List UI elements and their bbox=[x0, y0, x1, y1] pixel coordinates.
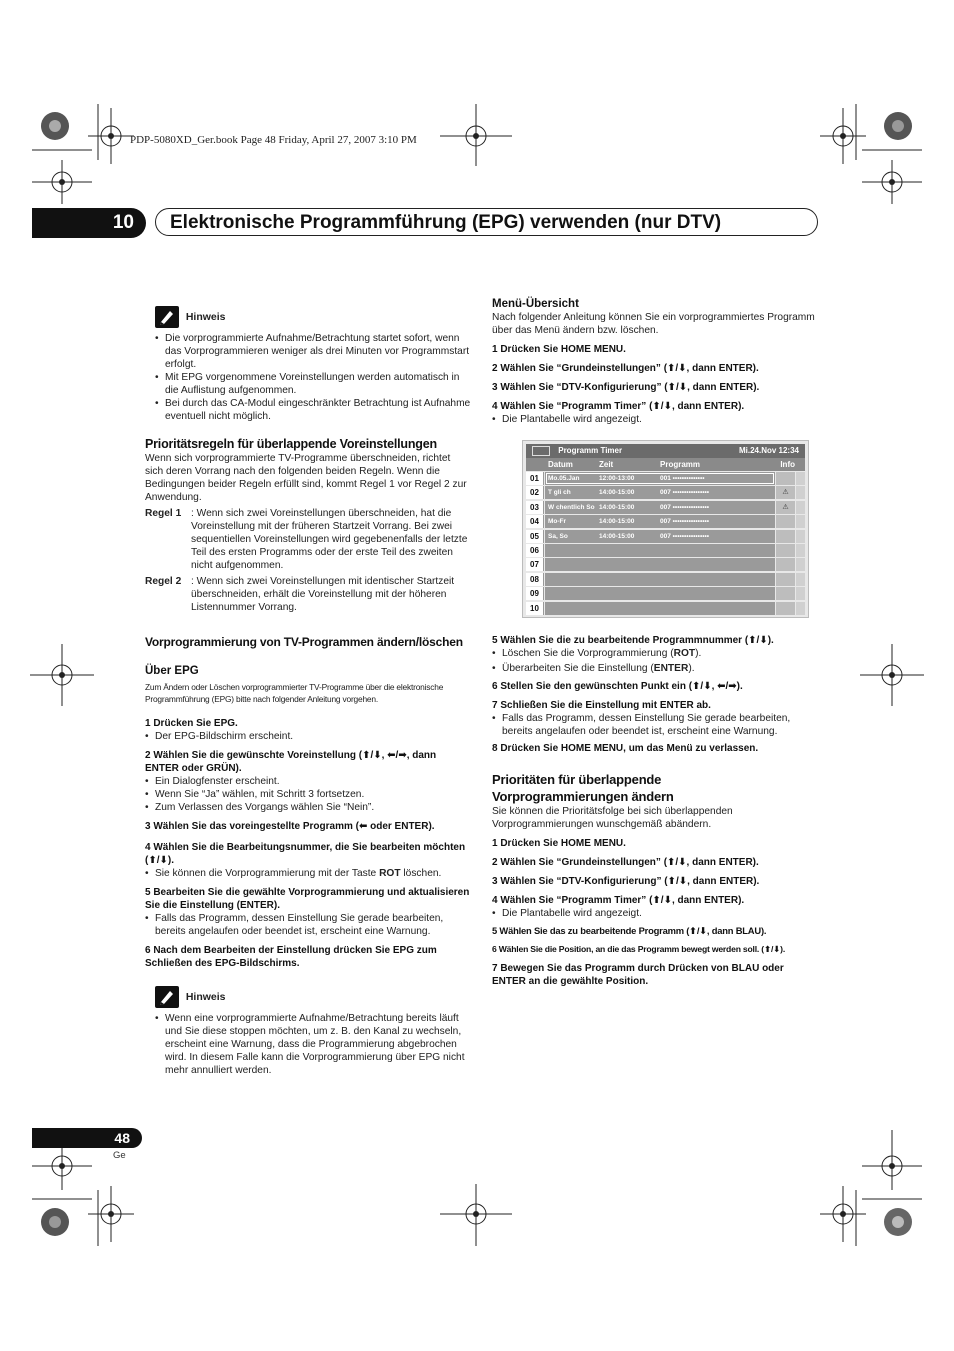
page-language: Ge bbox=[113, 1150, 126, 1161]
epg-row-info bbox=[776, 530, 795, 543]
epg-row-number: 07 bbox=[526, 558, 544, 571]
epg-row-number: 10 bbox=[526, 602, 544, 615]
menu-step-3: 3 Wählen Sie “DTV-Konfigurierung” (⬆/⬇, dann ENTER). bbox=[492, 382, 760, 393]
menu-step-5: 5 Wählen Sie die zu bearbeitende Programmnummer (⬆/⬇). bbox=[492, 635, 774, 646]
section-priorities-title-line-2: Vorprogrammierungen ändern bbox=[492, 789, 674, 804]
epg-row[interactable] bbox=[526, 501, 805, 514]
epg-col-info: Info bbox=[780, 460, 795, 469]
rule-1-label: Regel 1 bbox=[145, 508, 182, 519]
epg-row[interactable] bbox=[526, 472, 805, 485]
left-column bbox=[145, 306, 471, 1077]
epg-row[interactable] bbox=[526, 587, 805, 600]
epg-row-number: 05 bbox=[526, 530, 544, 543]
epg-row-info bbox=[776, 602, 795, 615]
rule-2-text: : Wenn sich zwei Voreinstellungen mit identischer Startzeit überschneiden, erhält die Voreinstellung mit der höheren Listennummer Vorrang. bbox=[191, 576, 455, 613]
epg-row-programm: 007 •••••••••••••••• bbox=[660, 518, 710, 526]
note-1 bbox=[155, 306, 471, 423]
menu-step-5-bullet-2-post: ). bbox=[688, 663, 695, 674]
epg-row[interactable] bbox=[526, 486, 805, 499]
section-edit-title: Vorprogrammierung von TV-Programmen ändern/löschen bbox=[145, 635, 463, 649]
epg-column-header bbox=[526, 458, 805, 471]
epg-row-zeit: 14:00-15:00 bbox=[599, 503, 635, 511]
epg-scrollbar-segment bbox=[796, 587, 805, 600]
epg-row-zeit: 14:00-15:00 bbox=[599, 518, 635, 526]
right-column-bottom bbox=[492, 634, 820, 988]
epg-row-info bbox=[776, 544, 795, 557]
rule-1 bbox=[145, 507, 471, 572]
epg-row-datum: Sa, So bbox=[548, 532, 568, 540]
menu-step-5-bullet-2 bbox=[492, 662, 820, 675]
epg-row[interactable] bbox=[526, 530, 805, 543]
epg-step-5: 5 Bearbeiten Sie die gewählte Vorprogrammierung und aktualisieren Sie die Einstellung (ENTER). bbox=[145, 887, 470, 911]
epg-step-3: 3 Wählen Sie das voreingestellte Programm (⬅ oder ENTER). bbox=[145, 821, 435, 832]
note-pencil-icon bbox=[155, 306, 179, 328]
epg-scrollbar-segment bbox=[796, 530, 805, 543]
note-2 bbox=[155, 986, 471, 1077]
epg-row-info bbox=[776, 573, 795, 586]
rule-2 bbox=[145, 575, 471, 614]
epg-row-programm: 007 •••••••••••••••• bbox=[660, 532, 710, 540]
prio-step-4-bullet: • Die Plantabelle wird angezeigt. bbox=[492, 907, 820, 920]
epg-step-1-bullet: • Der EPG-Bildschirm erscheint. bbox=[145, 730, 471, 743]
warning-icon: ⚠ bbox=[782, 489, 789, 497]
epg-row-body bbox=[545, 602, 775, 615]
epg-scrollbar-segment bbox=[796, 544, 805, 557]
epg-row-info bbox=[776, 501, 795, 514]
epg-scrollbar-segment bbox=[796, 558, 805, 571]
section-priority-rules-title: Prioritätsregeln für überlappende Voreinstellungen bbox=[145, 437, 437, 451]
prio-step-5: 5 Wählen Sie das zu bearbeitende Programm (⬆/⬇, dann BLAU). bbox=[492, 925, 767, 936]
prio-step-4: 4 Wählen Sie “Programm Timer” (⬆/⬇, dann ENTER). bbox=[492, 895, 745, 906]
epg-row-programm: 001 •••••••••••••• bbox=[660, 475, 705, 482]
epg-row-zeit: 14:00-15:00 bbox=[599, 489, 635, 497]
epg-step-2-bullet-2: • Wenn Sie “Ja” wählen, mit Schritt 3 fortsetzen. bbox=[145, 788, 471, 801]
epg-scrollbar-segment bbox=[796, 501, 805, 514]
menu-step-5-bullet-1-post: ). bbox=[695, 648, 702, 659]
epg-step-5-bullet: • Falls das Programm, dessen Einstellung Sie gerade bearbeiten, bereits angelaufen oder beendet ist, erscheint eine Warnung. bbox=[145, 912, 471, 938]
epg-row-body bbox=[545, 587, 775, 600]
menu-step-4: 4 Wählen Sie “Programm Timer” (⬆/⬇, dann ENTER). bbox=[492, 401, 745, 412]
menu-step-5-bullet-2-key: ENTER bbox=[653, 663, 689, 674]
chapter-number: 10 bbox=[32, 208, 146, 238]
epg-scrollbar-segment bbox=[796, 486, 805, 499]
menu-overview-title: Menü-Übersicht bbox=[492, 298, 579, 310]
section-edit-intro: Zum Ändern oder Löschen vorprogrammierter TV-Programme über die elektronische Programmführung (EPG) bitte nach folgender Anleitung vorgehen. bbox=[145, 682, 444, 704]
prio-step-6: 6 Wählen Sie die Position, an die das Programm bewegt werden soll. (⬆/⬇). bbox=[492, 944, 786, 954]
menu-step-1: 1 Drücken Sie HOME MENU. bbox=[492, 344, 626, 355]
epg-row-info bbox=[776, 587, 795, 600]
epg-scrollbar-segment bbox=[796, 602, 805, 615]
epg-date: Mi.24.Nov 12:34 bbox=[738, 446, 799, 455]
epg-col-programm: Programm bbox=[660, 460, 701, 469]
epg-row-body bbox=[545, 472, 775, 485]
epg-row-datum: W chentlich So bbox=[548, 503, 595, 511]
menu-step-2: 2 Wählen Sie “Grundeinstellungen” (⬆/⬇, dann ENTER). bbox=[492, 363, 759, 374]
epg-row-body bbox=[545, 573, 775, 586]
epg-step-2-bullet-3: • Zum Verlassen des Vorgangs wählen Sie “Nein”. bbox=[145, 801, 471, 814]
menu-step-5-bullet-1-key: ROT bbox=[673, 648, 696, 659]
page-number: 48 bbox=[32, 1128, 142, 1148]
epg-step-2: 2 Wählen Sie die gewünschte Voreinstellung (⬆/⬇, ⬅/➡, dann ENTER oder GRÜN). bbox=[145, 750, 437, 774]
epg-row-body bbox=[545, 486, 775, 499]
epg-row-datum: Mo-Fr bbox=[548, 518, 567, 526]
epg-row-info bbox=[776, 486, 795, 499]
epg-row-number: 03 bbox=[526, 501, 544, 514]
epg-row[interactable] bbox=[526, 558, 805, 571]
epg-row-number: 06 bbox=[526, 544, 544, 557]
menu-step-8: 8 Drücken Sie HOME MENU, um das Menü zu verlassen. bbox=[492, 743, 759, 754]
epg-row-body bbox=[545, 544, 775, 557]
epg-row[interactable] bbox=[526, 573, 805, 586]
programm-timer-screen bbox=[522, 440, 809, 618]
epg-scrollbar-segment bbox=[796, 472, 805, 485]
note-1-bullet-2: • Mit EPG vorgenommene Voreinstellungen werden automatisch in die Auflistung aufgenommen. bbox=[155, 371, 471, 397]
epg-title: Programm Timer bbox=[558, 446, 623, 455]
epg-row-zeit: 14:00-15:00 bbox=[599, 532, 635, 540]
epg-step-4-bullet-pre: Sie können die Vorprogrammierung mit der Taste bbox=[155, 868, 380, 879]
epg-row-number: 04 bbox=[526, 515, 544, 528]
epg-row-number: 08 bbox=[526, 573, 544, 586]
epg-step-4-bullet-key: ROT bbox=[379, 868, 401, 879]
prio-step-7: 7 Bewegen Sie das Programm durch Drücken von BLAU oder ENTER an die gewählte Position. bbox=[492, 963, 784, 987]
epg-scrollbar-segment bbox=[796, 515, 805, 528]
epg-step-4: 4 Wählen Sie die Bearbeitungsnummer, die Sie bearbeiten möchten (⬆/⬇). bbox=[145, 842, 466, 866]
rule-1-text: : Wenn sich zwei Voreinstellungen überschneiden, hat die Voreinstellung mit der früheren Startzeit Vorrang. Bei zwei sequentiellen Voreinstellungen wird gegebenenfalls der letzte Teil des ersten Programms oder der erste Teil des zweiten nicht aufgenommen. bbox=[191, 508, 468, 571]
epg-row-info bbox=[776, 472, 795, 485]
menu-overview-intro: Nach folgender Anleitung können Sie ein vorprogrammiertes Programm über das Menü ändern bzw. löschen. bbox=[492, 312, 815, 336]
epg-row-programm: 007 •••••••••••••••• bbox=[660, 503, 710, 511]
chapter-title: Elektronische Programmführung (EPG) verwenden (nur DTV) bbox=[155, 208, 818, 236]
epg-row-body bbox=[545, 501, 775, 514]
note-pencil-icon bbox=[155, 986, 179, 1008]
menu-step-4-bullet: • Die Plantabelle wird angezeigt. bbox=[492, 413, 820, 426]
menu-step-6: 6 Stellen Sie den gewünschten Punkt ein (⬆/⬇, ⬅/➡). bbox=[492, 681, 743, 692]
epg-step-2-bullet-1: • Ein Dialogfenster erscheint. bbox=[145, 775, 471, 788]
tv-icon bbox=[532, 446, 550, 456]
epg-row[interactable] bbox=[526, 515, 805, 528]
warning-icon: ⚠ bbox=[782, 503, 789, 511]
note-2-bullet: • Wenn eine vorprogrammierte Aufnahme/Betrachtung bereits läuft und Sie diese stoppen möchten, um z. B. den Kanal zu wechseln, erscheint eine Warnung, dass die Programmierung abgebrochen wird. In diesem Falle kann die Vorprogrammierung über EPG nicht mehr annulliert werden. bbox=[155, 1012, 471, 1077]
note-1-bullet-3: • Bei durch das CA-Modul eingeschränkter Betrachtung ist Aufnahme eventuell nicht möglich. bbox=[155, 397, 471, 423]
prio-step-3: 3 Wählen Sie “DTV-Konfigurierung” (⬆/⬇, dann ENTER). bbox=[492, 876, 760, 887]
section-priorities-title-line-1: Prioritäten für überlappende bbox=[492, 772, 662, 787]
section-priority-rules-intro: Wenn sich vorprogrammierte TV-Programme überschneiden, richtet sich deren Vorrang nach den folgenden beiden Regeln. Wenn die Bedingungen beider Regeln erfüllt sind, kommt Regel 1 vor Regel 2 zur Anwendung. bbox=[145, 453, 467, 503]
menu-step-5-bullet-1 bbox=[492, 647, 820, 660]
epg-row-datum: Mo.05.Jan bbox=[548, 475, 580, 482]
epg-row-body bbox=[545, 515, 775, 528]
menu-step-5-bullet-2-pre: Überarbeiten Sie die Einstellung ( bbox=[502, 663, 654, 674]
epg-title-bar bbox=[526, 444, 805, 458]
epg-row-body bbox=[545, 558, 775, 571]
menu-step-5-bullet-1-pre: Löschen Sie die Vorprogrammierung ( bbox=[502, 648, 674, 659]
note-1-title: Hinweis bbox=[185, 310, 226, 323]
prio-step-2: 2 Wählen Sie “Grundeinstellungen” (⬆/⬇, dann ENTER). bbox=[492, 857, 759, 868]
note-1-bullet-1: • Die vorprogrammierte Aufnahme/Betrachtung startet sofort, wenn das Vorprogrammieren weniger als drei Minuten vor Programmstart erfolgt. bbox=[155, 332, 471, 371]
epg-step-4-bullet bbox=[145, 867, 471, 880]
menu-step-7-bullet: • Falls das Programm, dessen Einstellung Sie gerade bearbeiten, bereits angelaufen oder beendet ist, erscheint eine Warnung. bbox=[492, 712, 820, 738]
file-header-line: PDP-5080XD_Ger.book Page 48 Friday, April 27, 2007 3:10 PM bbox=[130, 134, 417, 146]
epg-col-datum: Datum bbox=[548, 460, 573, 469]
epg-row-zeit: 12:00-13:00 bbox=[599, 475, 635, 482]
epg-row[interactable] bbox=[526, 602, 805, 615]
epg-step-4-bullet-post: löschen. bbox=[400, 868, 442, 879]
note-2-title: Hinweis bbox=[185, 990, 226, 1003]
epg-row-datum: T gli ch bbox=[548, 489, 571, 497]
epg-row-number: 02 bbox=[526, 486, 544, 499]
epg-row-programm: 007 •••••••••••••••• bbox=[660, 489, 710, 497]
epg-row[interactable] bbox=[526, 544, 805, 557]
epg-row-body bbox=[545, 530, 775, 543]
epg-row-number: 09 bbox=[526, 587, 544, 600]
epg-row-number: 01 bbox=[526, 472, 544, 485]
rule-2-label: Regel 2 bbox=[145, 576, 182, 587]
epg-scrollbar-segment bbox=[796, 573, 805, 586]
epg-step-6: 6 Nach dem Bearbeiten der Einstellung drücken Sie EPG zum Schließen des EPG-Bildschirms. bbox=[145, 945, 437, 969]
epg-col-zeit: Zeit bbox=[599, 460, 614, 469]
section-priorities-intro: Sie können die Prioritätsfolge bei sich überlappenden Vorprogrammierungen wunschgemäß abändern. bbox=[492, 806, 733, 830]
epg-step-1: 1 Drücken Sie EPG. bbox=[145, 718, 238, 729]
prio-step-1: 1 Drücken Sie HOME MENU. bbox=[492, 838, 626, 849]
menu-step-7: 7 Schließen Sie die Einstellung mit ENTER ab. bbox=[492, 700, 711, 711]
right-column-top bbox=[492, 297, 820, 426]
epg-row-info bbox=[776, 515, 795, 528]
epg-row-info bbox=[776, 558, 795, 571]
section-edit-subtitle: Über EPG bbox=[145, 665, 199, 677]
